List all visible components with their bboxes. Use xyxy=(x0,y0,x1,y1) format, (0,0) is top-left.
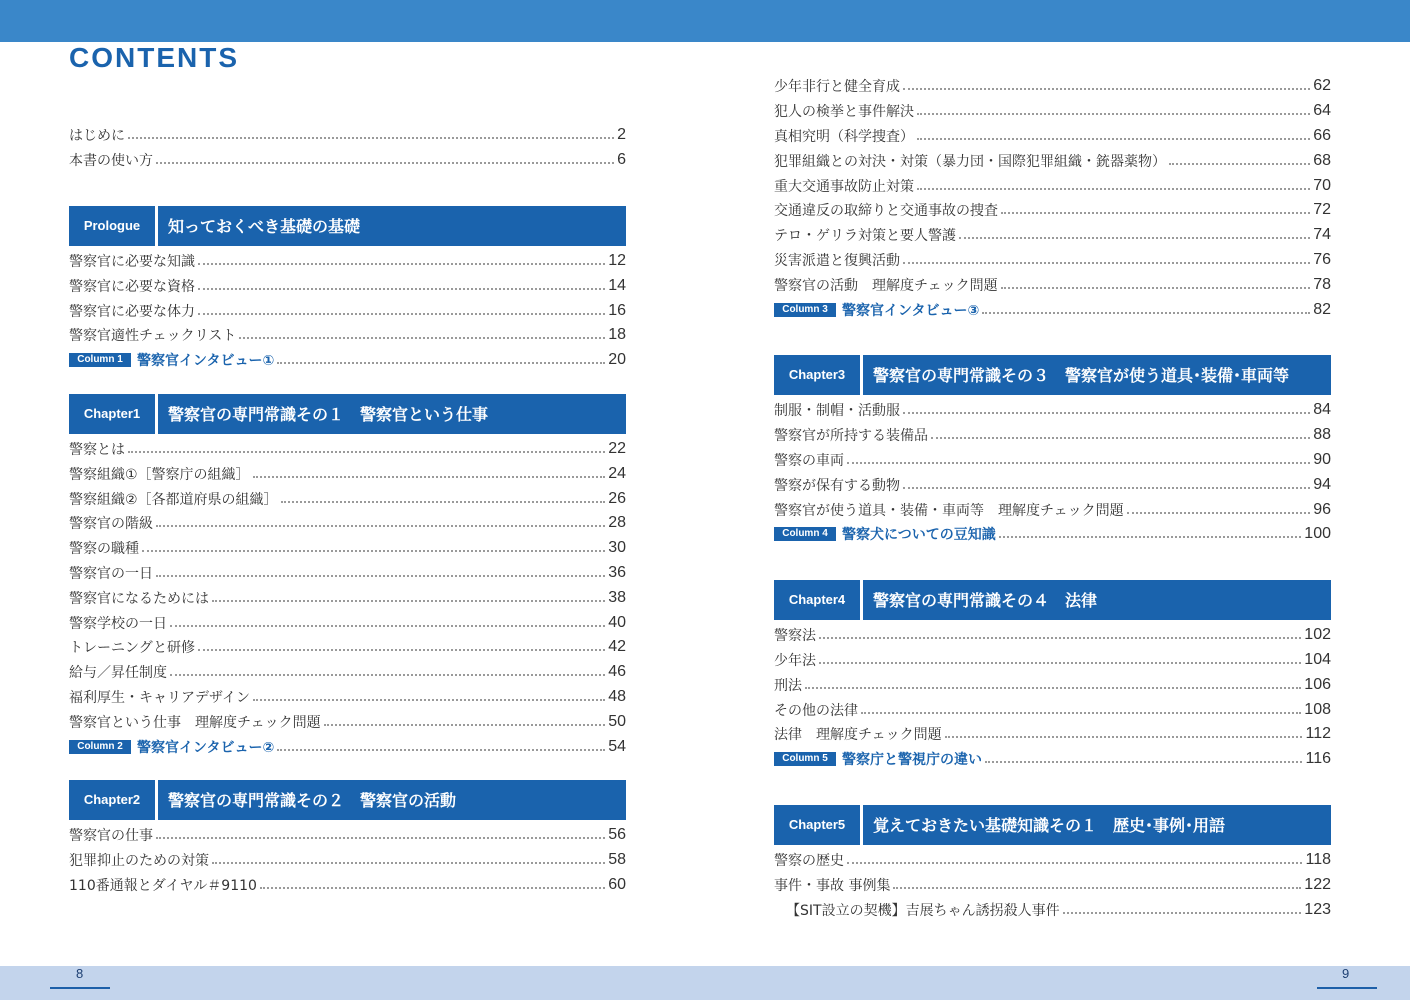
entry-title: 【SIT設立の契機】吉展ちゃん誘拐殺人事件 xyxy=(786,902,1060,919)
dot-leader xyxy=(1127,512,1311,514)
entry-page-number: 22 xyxy=(608,439,626,457)
entry-page-number: 38 xyxy=(608,588,626,606)
dot-leader xyxy=(277,749,605,751)
entry-page-number: 78 xyxy=(1313,275,1331,293)
entry-title: トレーニングと研修 xyxy=(69,640,195,657)
toc-entry[interactable] xyxy=(69,823,626,848)
entry-title: はじめに xyxy=(69,128,125,145)
toc-entry[interactable] xyxy=(774,497,1331,522)
dot-leader xyxy=(805,687,1301,689)
dot-leader xyxy=(945,736,1303,738)
toc-entry[interactable] xyxy=(774,722,1331,747)
toc-entry[interactable] xyxy=(774,848,1331,873)
toc-entry[interactable] xyxy=(69,873,626,898)
entry-page-number: 116 xyxy=(1305,750,1331,768)
dot-leader xyxy=(156,837,605,839)
entry-title: 警察犬についての豆知識 xyxy=(842,527,996,544)
toc-entry[interactable] xyxy=(774,472,1331,497)
dot-leader xyxy=(253,476,606,478)
dot-leader xyxy=(128,137,614,139)
entry-title: 真相究明（科学捜査） xyxy=(774,128,914,145)
chapter-label: Chapter4 xyxy=(774,580,860,620)
toc-entry[interactable] xyxy=(69,249,626,274)
entry-page-number: 16 xyxy=(608,301,626,319)
column-entry[interactable] xyxy=(774,297,1331,322)
entry-title: 犯罪抑止のための対策 xyxy=(69,853,209,870)
entry-title: 警察官の階級 xyxy=(69,516,153,533)
toc-entry[interactable] xyxy=(69,685,626,710)
entry-title: 警察官インタビュー① xyxy=(137,353,275,370)
entry-page-number: 50 xyxy=(608,712,626,730)
column-badge: Column 4 xyxy=(774,527,836,541)
dot-leader xyxy=(142,550,605,552)
entry-title: 警察が保有する動物 xyxy=(774,477,900,494)
page-number-right-underline xyxy=(1317,987,1377,989)
entry-page-number: 90 xyxy=(1313,450,1331,468)
chapter-name: 覚えておきたい基礎知識その１ 歴史･事例･用語 xyxy=(863,805,1331,845)
entry-title: 警察官インタビュー③ xyxy=(842,302,980,319)
column-entry[interactable] xyxy=(774,522,1331,547)
entry-title: 警察法 xyxy=(774,628,816,645)
entry-title: 警察官に必要な資格 xyxy=(69,278,195,295)
toc-entry[interactable] xyxy=(774,697,1331,722)
toc-entry[interactable] xyxy=(774,623,1331,648)
dot-leader xyxy=(156,162,614,164)
chapter-label: Chapter1 xyxy=(69,394,155,434)
toc-entry[interactable] xyxy=(774,173,1331,198)
toc-entry[interactable] xyxy=(69,323,626,348)
dot-leader xyxy=(1001,212,1310,214)
entry-title: 法律 理解度チェック問題 xyxy=(774,727,942,744)
dot-leader xyxy=(999,536,1302,538)
toc-entry[interactable] xyxy=(69,536,626,561)
column-badge: Column 5 xyxy=(774,752,836,766)
chapter-header-4 xyxy=(774,580,1331,620)
entry-title: 給与／昇任制度 xyxy=(69,665,167,682)
dot-leader xyxy=(239,337,605,339)
dot-leader xyxy=(198,288,605,290)
entry-page-number: 100 xyxy=(1304,525,1331,543)
chapter-header-prologue xyxy=(69,206,626,246)
entry-title: 警察官が所持する装備品 xyxy=(774,428,928,445)
chapter-label: Chapter5 xyxy=(774,805,860,845)
entry-page-number: 102 xyxy=(1304,626,1331,644)
toc-entry[interactable] xyxy=(774,74,1331,99)
entry-title: 事件・事故 事例集 xyxy=(774,877,891,894)
entry-title: 本書の使い方 xyxy=(69,153,153,170)
dot-leader xyxy=(253,699,605,701)
toc-entry[interactable] xyxy=(69,511,626,536)
dot-leader xyxy=(847,462,1310,464)
chapter-name: 警察官の専門常識その２ 警察官の活動 xyxy=(158,780,626,820)
toc-entry[interactable] xyxy=(774,223,1331,248)
column-entry[interactable] xyxy=(69,348,626,373)
page-number-left-underline xyxy=(50,987,110,989)
toc-entry[interactable] xyxy=(774,248,1331,273)
entry-title: 制服・制帽・活動服 xyxy=(774,403,900,420)
entry-page-number: 42 xyxy=(608,638,626,656)
dot-leader xyxy=(982,312,1310,314)
entry-title: 犯罪組織との対決・対策（暴力団・国際犯罪組織・銃器薬物） xyxy=(774,153,1166,170)
entry-page-number: 46 xyxy=(608,663,626,681)
toc-entry[interactable] xyxy=(774,272,1331,297)
entry-page-number: 68 xyxy=(1313,151,1331,169)
chapter-name: 警察官の専門常識その１ 警察官という仕事 xyxy=(158,394,626,434)
entry-title: 犯人の検挙と事件解決 xyxy=(774,104,914,121)
entry-page-number: 58 xyxy=(608,851,626,869)
entry-page-number: 24 xyxy=(608,464,626,482)
entry-page-number: 54 xyxy=(608,737,626,755)
entry-page-number: 26 xyxy=(608,489,626,507)
entry-page-number: 104 xyxy=(1304,650,1331,668)
entry-title: 警察の職種 xyxy=(69,541,139,558)
page-number-right: 9 xyxy=(1342,966,1350,981)
entry-page-number: 70 xyxy=(1313,176,1331,194)
toc-entry[interactable] xyxy=(69,437,626,462)
entry-page-number: 40 xyxy=(608,613,626,631)
entry-page-number: 18 xyxy=(608,326,626,344)
entry-page-number: 2 xyxy=(617,126,626,144)
dot-leader xyxy=(903,88,1310,90)
entry-page-number: 108 xyxy=(1304,700,1331,718)
dot-leader xyxy=(212,862,605,864)
toc-entry[interactable] xyxy=(774,648,1331,673)
chapter-label: Chapter2 xyxy=(69,780,155,820)
toc-entry[interactable] xyxy=(69,273,626,298)
entry-page-number: 14 xyxy=(608,276,626,294)
dot-leader xyxy=(903,412,1310,414)
entry-page-number: 84 xyxy=(1313,401,1331,419)
dot-leader xyxy=(861,712,1301,714)
entry-title: 警察官という仕事 理解度チェック問題 xyxy=(69,714,321,731)
entry-title: 警察官の一日 xyxy=(69,565,153,582)
dot-leader xyxy=(903,262,1310,264)
toc-entry[interactable] xyxy=(69,298,626,323)
entry-title: 警察組織②［各都道府県の組織］ xyxy=(69,491,278,508)
entry-page-number: 88 xyxy=(1313,426,1331,444)
dot-leader xyxy=(198,649,605,651)
toc-entry[interactable] xyxy=(69,660,626,685)
entry-page-number: 82 xyxy=(1313,300,1331,318)
entry-page-number: 48 xyxy=(608,687,626,705)
entry-page-number: 76 xyxy=(1313,250,1331,268)
entry-title: 少年法 xyxy=(774,652,816,669)
entry-page-number: 118 xyxy=(1305,850,1331,868)
toc-entry[interactable] xyxy=(774,124,1331,149)
toc-entry[interactable] xyxy=(774,423,1331,448)
dot-leader xyxy=(903,487,1310,489)
chapter-header-5 xyxy=(774,805,1331,845)
entry-page-number: 74 xyxy=(1313,226,1331,244)
entry-title: 警察の歴史 xyxy=(774,852,844,869)
entry-title: テロ・ゲリラ対策と要人警護 xyxy=(774,228,956,245)
page-number-left: 8 xyxy=(76,966,84,981)
toc-entry[interactable] xyxy=(69,461,626,486)
dot-leader xyxy=(819,637,1301,639)
toc-entry[interactable] xyxy=(69,610,626,635)
chapter-name: 警察官の専門常識その４ 法律 xyxy=(863,580,1331,620)
toc-entry[interactable] xyxy=(774,448,1331,473)
dot-leader xyxy=(260,887,605,889)
toc-entry[interactable] xyxy=(69,561,626,586)
dot-leader xyxy=(917,188,1310,190)
entry-title: 警察官に必要な知識 xyxy=(69,253,195,270)
toc-entry[interactable] xyxy=(774,897,1331,922)
entry-page-number: 66 xyxy=(1313,126,1331,144)
dot-leader xyxy=(893,887,1301,889)
entry-title: 警察組織①［警察庁の組織］ xyxy=(69,466,250,483)
chapter-name: 警察官の専門常識その３ 警察官が使う道具･装備･車両等 xyxy=(863,355,1331,395)
entry-title: 災害派遣と復興活動 xyxy=(774,252,900,269)
toc-entry[interactable] xyxy=(774,198,1331,223)
entry-title: 警察庁と警視庁の違い xyxy=(842,752,982,769)
entry-page-number: 96 xyxy=(1313,500,1331,518)
dot-leader xyxy=(170,674,605,676)
dot-leader xyxy=(917,138,1310,140)
dot-leader xyxy=(156,575,605,577)
entry-page-number: 72 xyxy=(1313,201,1331,219)
entry-title: 重大交通事故防止対策 xyxy=(774,178,914,195)
toc-entry[interactable] xyxy=(69,709,626,734)
entry-title: 刑法 xyxy=(774,677,802,694)
column-badge: Column 2 xyxy=(69,740,131,754)
dot-leader xyxy=(1169,163,1310,165)
entry-page-number: 36 xyxy=(608,563,626,581)
dot-leader xyxy=(917,113,1310,115)
entry-page-number: 6 xyxy=(617,151,626,169)
top-bar xyxy=(0,0,1410,42)
toc-entry[interactable] xyxy=(774,148,1331,173)
entry-page-number: 60 xyxy=(608,875,626,893)
entry-title: 警察官が使う道具・装備・車両等 理解度チェック問題 xyxy=(774,502,1124,519)
entry-page-number: 106 xyxy=(1304,675,1331,693)
chapter-header-1 xyxy=(69,394,626,434)
toc-entry[interactable] xyxy=(774,672,1331,697)
right-column xyxy=(774,74,1331,922)
entry-page-number: 12 xyxy=(608,251,626,269)
entry-title: 110番通報とダイヤル＃9110 xyxy=(69,877,257,894)
toc-entry[interactable] xyxy=(774,872,1331,897)
dot-leader xyxy=(324,724,606,726)
toc-entry[interactable] xyxy=(69,148,626,173)
toc-entry[interactable] xyxy=(69,123,626,148)
toc-entry[interactable] xyxy=(774,99,1331,124)
entry-title: 警察官インタビュー② xyxy=(137,739,275,756)
dot-leader xyxy=(931,437,1310,439)
entry-title: 交通違反の取締りと交通事故の捜査 xyxy=(774,203,998,220)
dot-leader xyxy=(847,862,1302,864)
dot-leader xyxy=(128,451,605,453)
toc-entry[interactable] xyxy=(69,585,626,610)
dot-leader xyxy=(281,501,606,503)
dot-leader xyxy=(156,525,605,527)
chapter-header-3 xyxy=(774,355,1331,395)
entry-title: 警察の車両 xyxy=(774,452,844,469)
entry-page-number: 64 xyxy=(1313,102,1331,120)
entry-title: 警察官の仕事 xyxy=(69,828,153,845)
dot-leader xyxy=(212,600,605,602)
dot-leader xyxy=(198,263,605,265)
entry-page-number: 94 xyxy=(1313,475,1331,493)
entry-title: 少年非行と健全育成 xyxy=(774,79,900,96)
entry-title: 警察学校の一日 xyxy=(69,615,167,632)
entry-page-number: 30 xyxy=(608,539,626,557)
entry-title: 警察官に必要な体力 xyxy=(69,303,195,320)
entry-title: 警察官の活動 理解度チェック問題 xyxy=(774,277,998,294)
column-badge: Column 3 xyxy=(774,303,836,317)
entry-title: 福利厚生・キャリアデザイン xyxy=(69,689,251,706)
entry-page-number: 56 xyxy=(608,826,626,844)
entry-title: 警察とは xyxy=(69,441,125,458)
column-entry[interactable] xyxy=(774,747,1331,772)
column-entry[interactable] xyxy=(69,734,626,759)
entry-page-number: 122 xyxy=(1304,875,1331,893)
chapter-label: Prologue xyxy=(69,206,155,246)
entry-title: 警察官適性チェックリスト xyxy=(69,328,237,345)
toc-entry[interactable] xyxy=(774,398,1331,423)
toc-entry[interactable] xyxy=(69,635,626,660)
dot-leader xyxy=(1063,912,1302,914)
entry-title: 警察官になるためには xyxy=(69,590,209,607)
dot-leader xyxy=(198,313,605,315)
bottom-bar xyxy=(0,966,1410,1000)
dot-leader xyxy=(959,237,1310,239)
chapter-label: Chapter3 xyxy=(774,355,860,395)
chapter-name: 知っておくべき基礎の基礎 xyxy=(158,206,626,246)
page-title: CONTENTS xyxy=(69,42,239,73)
entry-page-number: 112 xyxy=(1305,725,1331,743)
entry-title: その他の法律 xyxy=(774,702,858,719)
toc-entry[interactable] xyxy=(69,486,626,511)
left-column xyxy=(69,123,626,897)
column-badge: Column 1 xyxy=(69,353,131,367)
entry-page-number: 62 xyxy=(1313,77,1331,95)
dot-leader xyxy=(1001,287,1311,289)
entry-page-number: 123 xyxy=(1304,900,1331,918)
dot-leader xyxy=(985,761,1302,763)
toc-entry[interactable] xyxy=(69,848,626,873)
entry-page-number: 20 xyxy=(608,351,626,369)
dot-leader xyxy=(277,362,605,364)
dot-leader xyxy=(170,625,605,627)
chapter-header-2 xyxy=(69,780,626,820)
dot-leader xyxy=(819,662,1301,664)
entry-page-number: 28 xyxy=(608,514,626,532)
